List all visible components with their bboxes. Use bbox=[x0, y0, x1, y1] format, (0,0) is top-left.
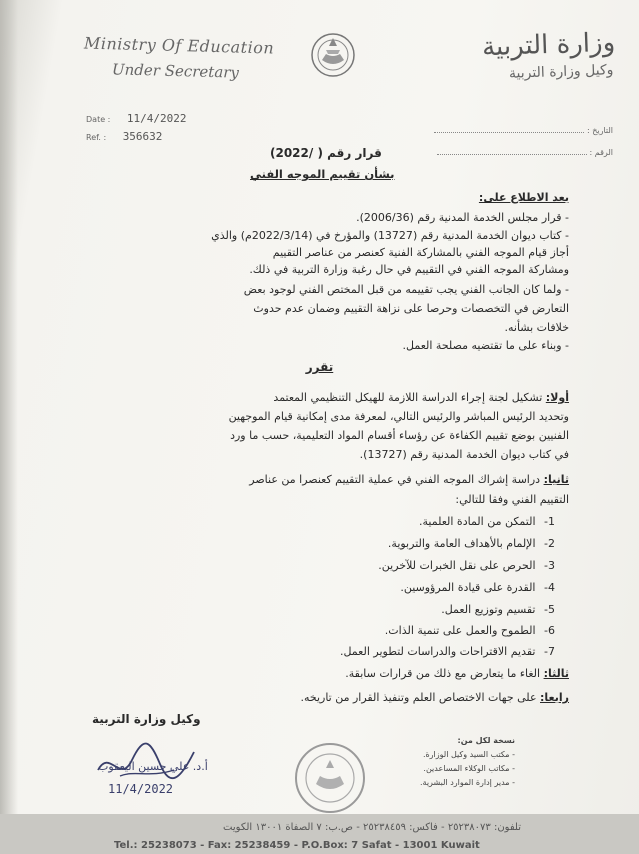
under-secretary-en: Under Secretary bbox=[111, 60, 240, 82]
list-item: 7- تقديم الاقتراحات والدراسات لتطوير العمل. bbox=[339, 645, 555, 658]
signatory-title: وكيل وزارة التربية bbox=[92, 712, 201, 726]
decision-title: قرار رقم ( /2022) bbox=[270, 146, 382, 160]
ar-date-label: التاريخ : bbox=[586, 126, 613, 135]
ar-date-dotline bbox=[434, 124, 584, 133]
preamble-line: - ولما كان الجانب الفني يجب تقييمه من قبل المختص الفني لوجود بعض bbox=[243, 283, 569, 296]
under-secretary-ar: وكيل وزارة التربية bbox=[508, 62, 614, 82]
signatory-name: أ.د. علي حسين اليعقوب bbox=[98, 760, 208, 773]
decides-heading: تقرر bbox=[305, 360, 334, 374]
preamble-heading: بعد الاطلاع على: bbox=[478, 191, 569, 204]
ministry-stamp-icon bbox=[290, 738, 370, 818]
preamble-line: - كتاب ديوان الخدمة المدنية رقم (13727) والمؤرخ في (2022/3/14م) والذي bbox=[211, 229, 569, 242]
list-item: 1- التمكن من المادة العلمية. bbox=[419, 515, 555, 528]
list-item: 3- الحرص على نقل الخبرات للآخرين. bbox=[378, 559, 555, 572]
preamble-line: - وبناء على ما تقتضيه مصلحة العمل. bbox=[402, 339, 569, 352]
clause-fourth-text: على جهات الاختصاص العلم وتنفيذ القرار من تاريخه. bbox=[300, 691, 537, 704]
clause-first-line: الفنيين بوضع تقييم الكفاءة عن رؤساء أقسام المواد التعليمية، حسب ما ورد bbox=[230, 429, 569, 442]
clause-first-line: في كتاب ديوان الخدمة المدنية رقم (13727). bbox=[359, 448, 569, 461]
ref-value: 356632 bbox=[122, 130, 163, 143]
list-item: 2- الإلمام بالأهداف العامة والتربوية. bbox=[387, 537, 555, 550]
clause-second-text: دراسة إشراك الموجه الفني في عملية التقييم كعنصرا من عناصر bbox=[249, 473, 541, 486]
clause-first bbox=[273, 392, 569, 403]
signature-date: 11/4/2022 bbox=[108, 782, 174, 796]
copies-item: - مكتب السيد وكيل الوزارة. bbox=[422, 750, 515, 759]
ref-label: Ref. : bbox=[86, 133, 107, 142]
page-shadow bbox=[0, 0, 18, 854]
ar-ref-field bbox=[437, 146, 613, 157]
footer-contact-en: Tel.: 25238073 - Fax: 25238459 - P.O.Box: 7 Safat - 13001 Kuwait bbox=[114, 840, 480, 851]
preamble-line: أجاز قيام الموجه الفني بالمشاركة الفنية كعنصر من عناصر التقييم bbox=[272, 246, 569, 259]
copies-item: - مدير إدارة الموارد البشرية. bbox=[420, 778, 515, 787]
clause-first-line: وتحديد الرئيس المباشر والرئيس التالي، لمعرفة مدى إمكانية قيام الموجهين bbox=[228, 410, 569, 423]
preamble-line: - قرار مجلس الخدمة المدنية رقم (2006/36). bbox=[356, 211, 569, 224]
clause-third-text: الغاء ما يتعارض مع ذلك من قرارات سابقة. bbox=[345, 667, 541, 680]
ar-ref-dotline bbox=[437, 146, 587, 155]
preamble-line: التعارض في التخصصات وحرصا على نزاهة التقييم وضمان عدم حدوث bbox=[253, 302, 569, 315]
preamble-line: ومشاركة الموجه الفني في التقييم في حال رغبة وزارة التربية في ذلك. bbox=[249, 263, 569, 276]
date-label: Date : bbox=[86, 115, 111, 124]
ar-date-field bbox=[434, 124, 613, 135]
clause-first-label: أولا: bbox=[545, 391, 569, 404]
clause-second bbox=[249, 474, 569, 485]
copies-heading: نسخة لكل من: bbox=[457, 736, 515, 745]
date-value: 11/4/2022 bbox=[126, 112, 187, 125]
date-field bbox=[86, 112, 187, 125]
ministry-name-ar: وزارة التربية bbox=[481, 27, 616, 63]
kuwait-emblem-icon bbox=[308, 30, 358, 80]
clause-third-label: ثالثا: bbox=[543, 667, 569, 680]
list-item: 5- تقسيم وتوزيع العمل. bbox=[441, 603, 555, 616]
ref-field bbox=[86, 130, 162, 143]
preamble-line: خلافات بشأنه. bbox=[504, 321, 569, 334]
copies-list bbox=[420, 736, 515, 792]
ar-ref-label: الرقم : bbox=[589, 148, 613, 157]
clause-second-line: التقييم الفني وفقا للتالي: bbox=[455, 493, 569, 506]
footer-contact-ar: تلفون: ٢٥٢٣٨٠٧٣ - فاكس: ٢٥٢٣٨٤٥٩ - ص.ب: ٧ الصفاة ١٣٠٠١ الكويت bbox=[223, 822, 521, 833]
copies-item: - مكاتب الوكلاء المساعدين. bbox=[423, 764, 515, 773]
decision-subject: بشأن تقييم الموجه الفني bbox=[250, 167, 395, 181]
clause-third bbox=[345, 668, 569, 679]
clause-first-text: تشكيل لجنة إجراء الدراسة اللازمة للهيكل التنظيمي المعتمد bbox=[273, 391, 543, 404]
list-item: 6- الطموح والعمل على تنمية الذات. bbox=[384, 624, 555, 637]
list-item: 4- القدرة على قيادة المرؤوسين. bbox=[400, 581, 555, 594]
ministry-name-en: Ministry Of Education bbox=[83, 33, 275, 58]
clause-fourth bbox=[300, 692, 569, 703]
clause-fourth-label: رابعا: bbox=[540, 691, 569, 704]
signature-mark bbox=[90, 730, 200, 800]
clause-second-label: ثانيا: bbox=[543, 473, 569, 486]
